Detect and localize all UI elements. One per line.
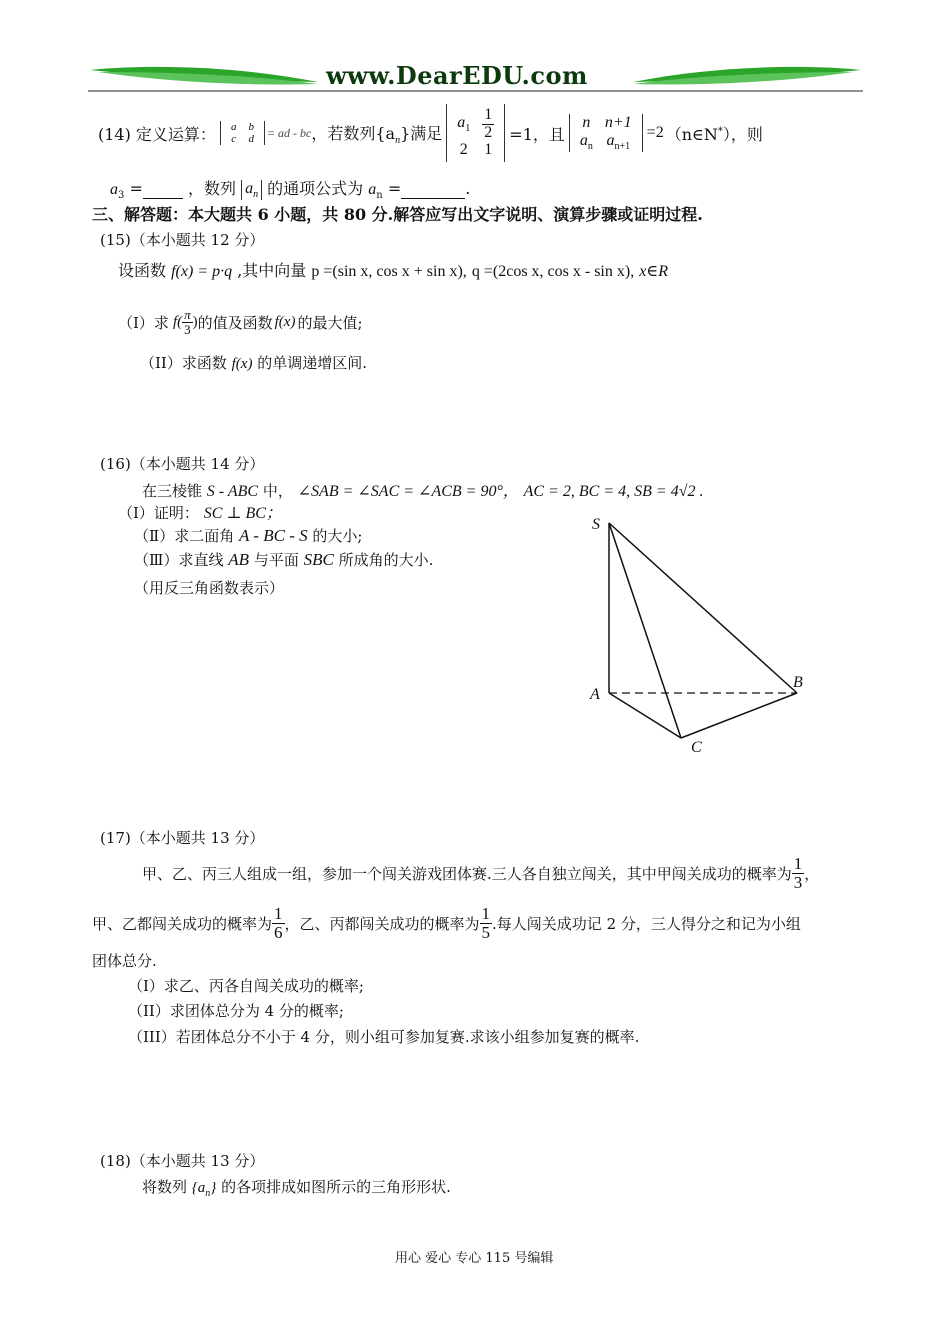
answer-blank-a3[interactable] — [143, 179, 183, 199]
q17-paragraph-line2 — [92, 900, 801, 946]
vector-p: p =(sin x, cos x + sin x), — [311, 263, 467, 280]
text: 的通项公式为 — [267, 179, 364, 198]
text: f(x) — [231, 356, 253, 372]
text: 与平面 — [253, 551, 299, 569]
q16-part3 — [134, 549, 433, 570]
text: （I）求 — [118, 313, 169, 332]
fraction-numerator: π — [184, 307, 191, 322]
text: 的各项排成如图所示的三角形形状. — [221, 1178, 451, 1196]
vertex-label-B: B — [793, 674, 803, 691]
fraction-numerator: 1 — [274, 903, 283, 923]
det-cell: d — [248, 133, 254, 145]
fraction-denominator: 6 — [274, 922, 283, 942]
text: （Ⅱ）求二面角 — [134, 527, 235, 545]
text: }满足 — [400, 123, 443, 143]
fraction-numerator: 1 — [793, 853, 803, 873]
q14-label: (14) 定义运算： — [98, 124, 216, 144]
text: 所成角的大小. — [338, 551, 434, 569]
det-cell — [476, 107, 500, 142]
text: 的大小; — [312, 527, 363, 545]
fraction-numerator: 1 — [484, 105, 493, 123]
q16-statement — [142, 478, 704, 501]
q17-heading: (17)（本小题共 13 分） — [100, 829, 265, 847]
answer-blank-an[interactable] — [401, 179, 465, 199]
subscript: n+1 — [614, 141, 631, 152]
text: ，乙、丙都闯关成功的概率为 — [284, 914, 480, 933]
pyramid-name: S - ABC — [206, 483, 259, 500]
an-symbol: a — [368, 181, 377, 198]
text: 在三棱锥 — [142, 482, 203, 500]
text: a — [245, 179, 254, 197]
header-banner — [88, 60, 863, 94]
q16-note: （用反三角函数表示） — [134, 579, 285, 597]
q14-line1 — [98, 102, 763, 164]
q15-heading: (15)（本小题共 12 分） — [100, 231, 265, 249]
subscript: n — [253, 188, 259, 200]
text: a — [606, 132, 615, 149]
vertex-label-C: C — [691, 739, 702, 756]
section3-title: 三、解答题：本大题共 6 小题，共 80 分.解答应写出文字说明、演算步骤或证明过程. — [92, 205, 703, 224]
fraction-denominator: 3 — [793, 872, 803, 892]
edge-AC — [609, 693, 681, 738]
det-cell: n+1 — [604, 114, 632, 131]
det-cell: 2 — [459, 141, 468, 159]
superscript: * — [717, 125, 723, 137]
det-definition — [220, 121, 265, 145]
q15-statement — [118, 258, 668, 281]
fraction-denominator: 3 — [184, 321, 191, 337]
fraction-1-6 — [272, 905, 285, 942]
fraction-pi-over-3 — [182, 308, 193, 336]
domain: x∈R — [639, 263, 669, 280]
det-cell — [451, 107, 476, 142]
text: SC ⊥ BC； — [203, 505, 282, 522]
subscript: 1 — [465, 123, 471, 134]
text: （II）求函数 — [140, 354, 227, 372]
det-cell — [574, 132, 599, 152]
page-footer: 用心 爱心 专心 115 号编辑 — [395, 1251, 554, 1266]
q14-text-mid — [311, 121, 442, 146]
subscript: n — [587, 141, 593, 152]
fraction-denominator: 5 — [481, 922, 491, 942]
a3-symbol: a — [110, 181, 118, 198]
fraction-numerator: 1 — [481, 903, 491, 923]
text: （n∈N — [665, 124, 718, 144]
q14-line2 — [110, 176, 470, 201]
equals: = — [129, 179, 143, 198]
equals: = — [387, 179, 402, 198]
text: 设函数 — [118, 261, 167, 280]
vertex-label-A: A — [590, 686, 600, 703]
det-cell: 1 — [484, 141, 493, 159]
text: .每人闯关成功记 2 分，三人得分之和记为小组 — [492, 914, 801, 933]
text: 甲、乙、丙三人组成一组，参加一个闯关游戏团体赛.三人各自独立闯关，其中甲闯关成功的概率为 — [142, 864, 792, 883]
text: ， — [804, 864, 820, 883]
text: f(x) — [274, 313, 296, 330]
fraction-denominator: 2 — [484, 123, 493, 141]
text: 中， — [262, 482, 293, 500]
q14-eq2: =2 — [646, 124, 664, 141]
q15-part2 — [140, 352, 367, 373]
sequence-an: $\{a_n\}$ — [191, 1180, 217, 1199]
det-definition-rhs: = ad - bc — [266, 125, 312, 140]
subscript: n — [395, 134, 401, 146]
q17-part3: （III）若团体总分不小于 4 分，则小组可参加复赛.求该小组参加复赛的概率. — [128, 1028, 640, 1046]
text: 甲、乙都闯关成功的概率为 — [92, 914, 273, 933]
q17-part1: （I）求乙、丙各自闯关成功的概率; — [128, 977, 364, 995]
text: f( — [172, 313, 183, 330]
vertex-label-S: S — [592, 516, 600, 533]
q16-part2 — [134, 525, 362, 546]
text: SBC — [303, 550, 334, 569]
q18-heading: (18)（本小题共 13 分） — [100, 1152, 265, 1170]
abs-an — [241, 180, 262, 200]
subscript: n — [205, 1188, 211, 1199]
text: ，若数列{a — [311, 123, 396, 143]
q17-part2: （II）求团体总分为 4 分的概率; — [128, 1002, 344, 1020]
text: ，数列 — [187, 179, 236, 198]
text: 的最大值; — [297, 313, 363, 332]
text: ) — [192, 313, 198, 330]
subscript: n — [376, 190, 383, 201]
pyramid-diagram — [580, 510, 820, 760]
text: AB — [228, 550, 250, 569]
length-conditions: AC = 2, BC = 4, SB = 4√2 . — [523, 483, 704, 500]
q16-part1 — [118, 500, 282, 523]
det-cell: c — [231, 133, 237, 145]
text: ,其中向量 — [237, 261, 307, 280]
q14-eq1: =1，且 — [509, 124, 565, 144]
det-condition-2 — [569, 114, 643, 152]
q16-heading: (16)（本小题共 14 分） — [100, 455, 265, 473]
text: a — [197, 1180, 206, 1196]
text: a — [457, 114, 466, 131]
q15-part1 — [118, 308, 363, 336]
fraction-1-3 — [792, 855, 805, 892]
text: . — [465, 179, 471, 198]
det-cell: a — [230, 121, 237, 133]
q17-paragraph-line1 — [142, 850, 819, 896]
det-cell: b — [248, 121, 254, 133]
text: a — [579, 132, 588, 149]
q18-statement — [142, 1176, 451, 1199]
angle-conditions: ∠SAB = ∠SAC = ∠ACB = 90°， — [297, 483, 519, 500]
vector-q: q =(2cos x, cos x - sin x), — [471, 263, 635, 280]
text: 的值及函数 — [197, 313, 273, 332]
edge-CB — [681, 693, 797, 738]
text: 将数列 — [142, 1178, 188, 1196]
text: ），则 — [722, 124, 763, 144]
text: （Ⅲ）求直线 — [134, 551, 224, 569]
text: 的单调递增区间. — [257, 354, 368, 372]
text: A - BC - S — [238, 526, 308, 545]
q14-condition — [666, 122, 763, 145]
text: （Ⅰ）证明： — [118, 504, 199, 522]
fraction-1-5 — [480, 905, 493, 942]
q17-paragraph-line3: 团体总分. — [92, 952, 157, 970]
function-def: f(x) = p·q — [171, 263, 233, 280]
pyramid-figure — [580, 510, 820, 760]
det-condition-1 — [446, 104, 505, 162]
subscript: 3 — [118, 190, 125, 201]
banner-title: www.DearEDU.com — [326, 61, 588, 90]
det-cell — [599, 132, 638, 152]
det-cell: n — [582, 114, 591, 131]
